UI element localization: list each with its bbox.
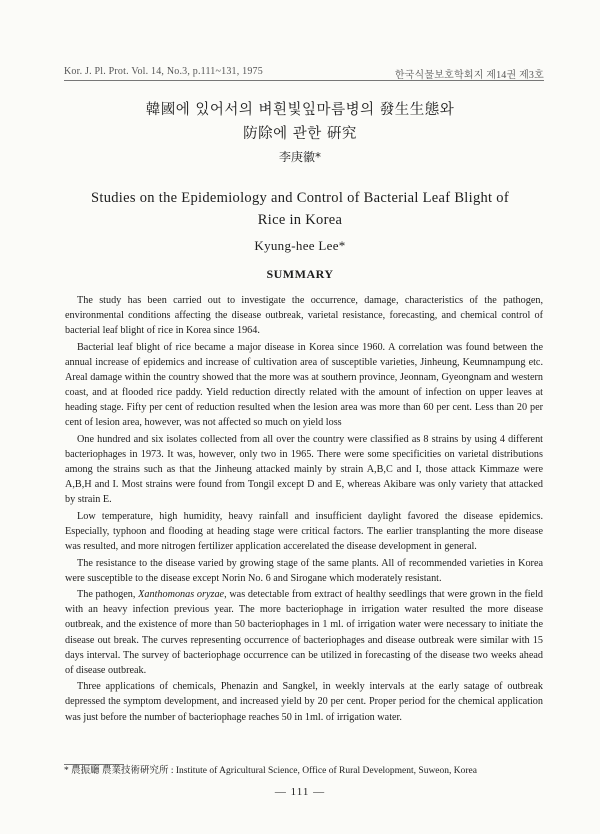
summary-paragraph: The study has been carried out to investigate the occurrence, damage, characteristics of the pathogen, environmental conditions affecting the disease outbreak, varietal resistance, forecasting, and chemical control of bacterial leaf blight of rice in Korea since 1964. — [65, 295, 543, 337]
running-head-citation: Kor. J. Pl. Prot. Vol. 14, No.3, p.111~131, 1975 — [64, 66, 263, 77]
summary-paragraph — [65, 587, 543, 678]
english-title-line-1: Studies on the Epidemiology and Control of Bacterial Leaf Blight of — [91, 190, 509, 206]
summary-paragraph: One hundred and six isolates collected from all over the country were classified as 8 strains by using 4 different bacteriophages in 1973. It was, however, only two in 1965. There were some specificities on varietal distributions among the strains such as that the Jinheung attacked mainly by strain A,B,C and I, those attack Kimmaze were A,B,H and I. Most strains were found from Tongil except D and E, whereas Akibare was only variety that attacked by strain E. — [65, 433, 543, 506]
paragraph-text: , was detectable from extract of healthy seedlings that were grown in the field with an heavy infection previous year. The more bacteriophage in irrigation water resulted the more disease outbreak, and the existence of more than 50 bacteriophages in 1 ml. of irrigation water were necessary to initiate the disease out break. The curves representing occurrence of bacteriophages and disease outbreak were similar with 15 days interval. The survey of bacteriophage occurrence can be utilized in forecasting of the disease two weeks ahead of disease outbreak. — [65, 589, 543, 676]
summary-paragraph: Bacterial leaf blight of rice became a major disease in Korea since 1960. A correlation was found between the annual increase of epidemics and increase of cultivation area of susceptible varieties, Jinheung, Keumnampung etc. Areal damage within the country showed that the more was at southern province, Jeonnam, Gyeongnam and western coast, and at flooded rice paddy. Yield reduction directly related with the amount of infection on upper leaves at heading stage. Fifty per cent of reduction resulted when the lesion area was more than 60 per cent. Less than 20 per cent of lesion area, however, was not affected so much on yield loss — [65, 341, 543, 429]
page-number: — 111 — — [274, 786, 326, 798]
korean-author: 李庚徽* — [278, 150, 321, 164]
species-name: Xanthomonas oryzae — [138, 589, 225, 601]
english-title-line-2: Rice in Korea — [257, 212, 343, 228]
english-title — [0, 187, 600, 231]
paragraph-text: The pathogen, — [77, 589, 139, 601]
korean-title-line-1: 韓國에 있어서의 벼흰빛잎마름병의 發生生態와 — [145, 102, 455, 118]
korean-title-line-2: 防除에 관한 硏究 — [243, 126, 357, 142]
english-author: Kyung-hee Lee* — [254, 238, 346, 253]
footnote: * 農振廳 農業技術硏究所 : Institute of Agricultural Science, Office of Rural Development, Suweon, Korea — [64, 766, 477, 776]
running-head-journal: 한국식물보호학회지 제14권 제3호 — [394, 70, 544, 81]
summary-body — [65, 293, 543, 726]
korean-title — [0, 98, 600, 146]
header-rule — [64, 80, 544, 81]
summary-paragraph: The resistance to the disease varied by growing stage of the same plants. All of recommended varieties in Korea were susceptible to the disease except Norin No. 6 and Sirogane which moderately resistant. — [65, 557, 543, 584]
summary-paragraph: Three applications of chemicals, Phenazin and Sangkel, in weekly intervals at the early satage of outbreak depressed the symptom development, and increased yield by 20 per cent. Proper period for the chemical application was just before the number of bacteriophage reaches 50 in 1ml. of irrigation water. — [65, 681, 543, 723]
summary-paragraph: Low temperature, high humidity, heavy rainfall and insufficient daylight favored the disease epidemics. Especially, typhoon and flooding at heading stage were critical factors. The earlier transplanting the more disease was resulted, and more nitrogen fertilizer application accerelated the disease development in general. — [65, 510, 543, 552]
summary-heading: SUMMARY — [266, 267, 334, 281]
